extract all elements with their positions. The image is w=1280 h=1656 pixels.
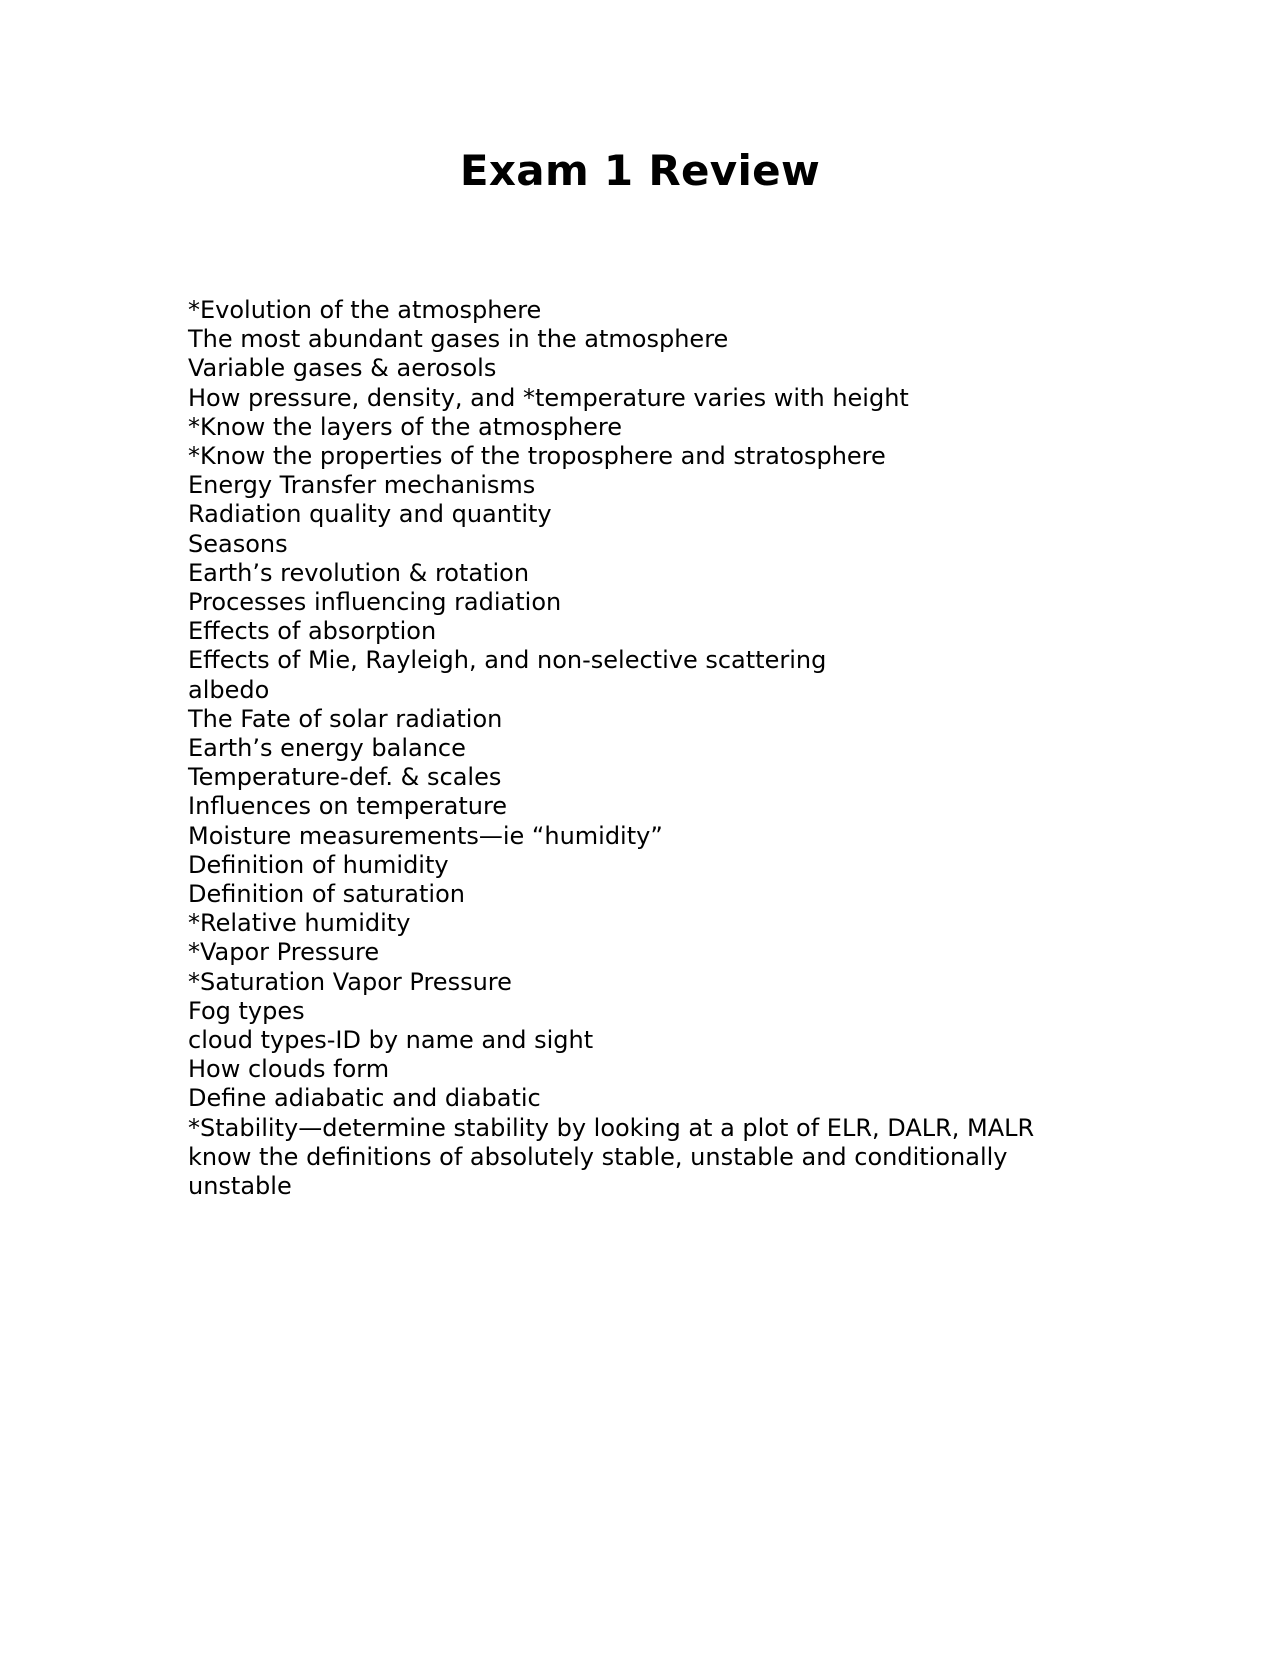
topic-item: cloud types-ID by name and sight bbox=[188, 1026, 594, 1055]
topic-item: *Evolution of the atmosphere bbox=[188, 296, 542, 324]
topic-item: Effects of Mie, Rayleigh, and non-selective scattering bbox=[188, 646, 827, 675]
topic-item: How pressure, density, and *temperature varies with height bbox=[188, 383, 909, 412]
topic-item: The Fate of solar radiation bbox=[188, 704, 503, 733]
topic-item: *Know the properties of the troposphere and stratosphere bbox=[188, 442, 886, 471]
topic-item: Processes influencing radiation bbox=[188, 588, 562, 617]
topic-item: know the definitions of absolutely stable, unstable and conditionally unstable bbox=[188, 1142, 1008, 1201]
topic-item: Fog types bbox=[188, 996, 305, 1025]
topic-item: Radiation quality and quantity bbox=[188, 500, 552, 529]
topic-item: Temperature-def. & scales bbox=[188, 763, 502, 792]
topic-item: Energy Transfer mechanisms bbox=[188, 471, 536, 500]
topic-item: Seasons bbox=[188, 529, 288, 558]
topic-item: Moisture measurements—ie “humidity” bbox=[188, 821, 663, 850]
topic-item: Earth’s energy balance bbox=[188, 734, 466, 763]
topic-item: albedo bbox=[188, 675, 270, 704]
topic-item: Variable gases & aerosols bbox=[188, 354, 497, 383]
topic-item: *Relative humidity bbox=[188, 909, 411, 938]
topic-item: *Stability—determine stability by looking at a plot of ELR, DALR, MALR bbox=[188, 1113, 1035, 1142]
topic-item: Definition of humidity bbox=[188, 850, 449, 879]
topic-item: Define adiabatic and diabatic bbox=[188, 1084, 541, 1113]
topic-item: Definition of saturation bbox=[188, 880, 465, 909]
topic-item: The most abundant gases in the atmosphere bbox=[188, 325, 729, 354]
topic-item: Earth’s revolution & rotation bbox=[188, 558, 530, 587]
page-title: Exam 1 Review bbox=[459, 146, 821, 195]
topic-item: How clouds form bbox=[188, 1055, 390, 1084]
topic-list bbox=[188, 296, 1088, 1201]
topic-item: *Vapor Pressure bbox=[188, 938, 380, 967]
topic-item: *Saturation Vapor Pressure bbox=[188, 967, 512, 996]
topic-item: Influences on temperature bbox=[188, 792, 508, 821]
topic-item: *Know the layers of the atmosphere bbox=[188, 412, 623, 441]
topic-item: Effects of absorption bbox=[188, 617, 437, 646]
